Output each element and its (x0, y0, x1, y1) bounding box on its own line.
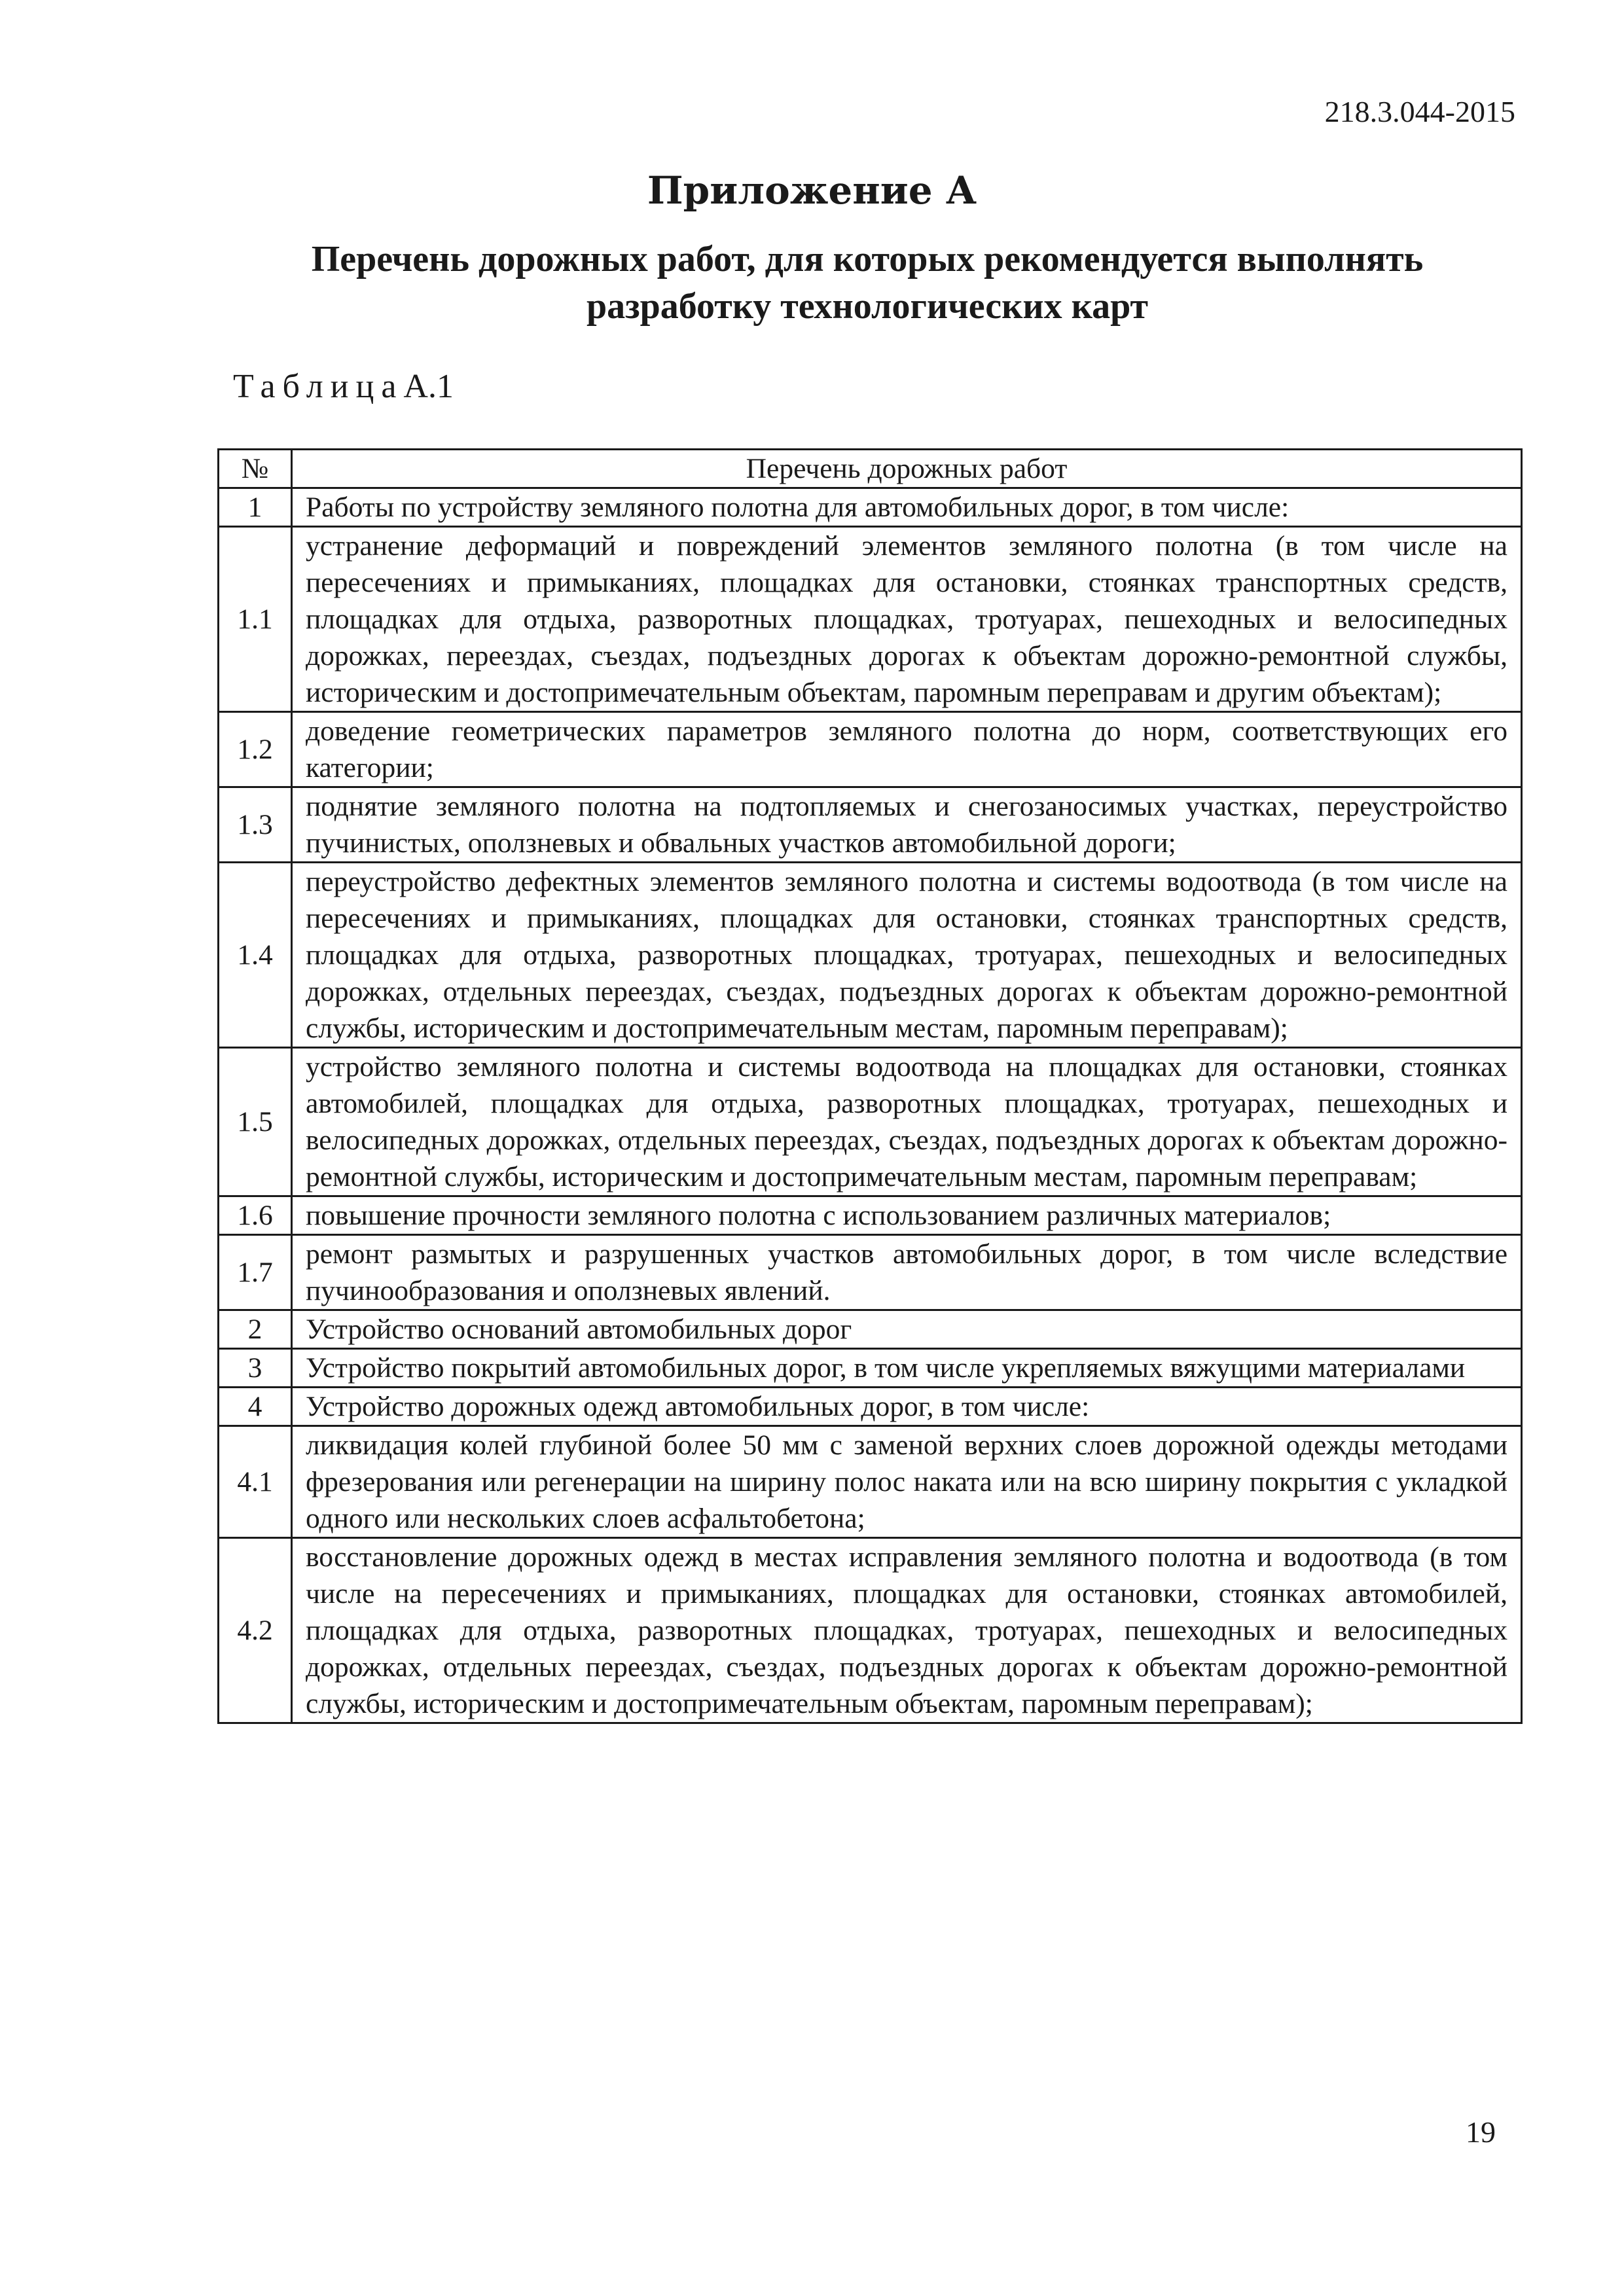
table-row (219, 1426, 1522, 1538)
header-works: Перечень дорожных работ (292, 450, 1522, 488)
row-text: Работы по устройству земляного полотна для автомобильных дорог, в том числе: (292, 488, 1522, 527)
row-number: 1.6 (219, 1196, 292, 1235)
row-text: поднятие земляного полотна на подтопляемых и снегозаносимых участках, переустройство пучинистых, оползневых и обвальных участков автомобильной дороги; (292, 787, 1522, 863)
table-row (219, 488, 1522, 527)
row-number: 1.2 (219, 712, 292, 787)
appendix-title: Приложение А (647, 168, 977, 213)
table-row (219, 863, 1522, 1048)
header-number: № (219, 450, 292, 488)
row-number: 1.4 (219, 863, 292, 1048)
works-table-wrapper (217, 448, 1523, 1724)
table-row (219, 1538, 1522, 1723)
row-text: Устройство дорожных одежд автомобильных дорог, в том числе: (292, 1388, 1522, 1426)
table-header-row (219, 450, 1522, 488)
page-number: 19 (1466, 2115, 1496, 2149)
works-table (217, 448, 1523, 1724)
table-row (219, 1310, 1522, 1349)
row-text: доведение геометрических параметров земляного полотна до норм, соответствующих его категории; (292, 712, 1522, 787)
row-text: ликвидация колей глубиной более 50 мм с заменой верхних слоев дорожной одежды методами фрезерования или регенерации на ширину полос наката или на всю ширину покрытия с укладкой одного или нескольких слоев асфальтобетона; (292, 1426, 1522, 1538)
row-text: устранение деформаций и повреждений элементов земляного полотна (в том числе на пересечениях и примыканиях, площадках для остановки, стоянках транспортных средств, площадках для отдыха, разворотных площадках, тротуарах, пешеходных и велосипедных дорожках, переездах, съездах, подъездных дорогах к объектам дорожно-ремонтной службы, историческим и достопримечательным объектам, паромным переправам и другим объектам); (292, 527, 1522, 712)
table-row (219, 1349, 1522, 1388)
table-row (219, 1196, 1522, 1235)
table-row (219, 712, 1522, 787)
row-number: 1 (219, 488, 292, 527)
row-text: ремонт размытых и разрушенных участков автомобильных дорог, в том числе вследствие пучинообразования и оползневых явлений. (292, 1235, 1522, 1310)
row-text: переустройство дефектных элементов земляного полотна и системы водоотвода (в том числе на пересечениях и примыканиях, площадках для остановки, стоянках транспортных средств, площадках для отдыха, разворотных площадках, тротуарах, пешеходных и велосипедных дорожках, отдельных переездах, съездах, подъездных дорогах к объектам дорожно-ремонтной службы, историческим и достопримечательным местам, паромным переправам); (292, 863, 1522, 1048)
row-number: 4 (219, 1388, 292, 1426)
table-caption-number: А.1 (403, 368, 454, 405)
row-text: Устройство покрытий автомобильных дорог, в том числе укрепляемых вяжущими материалами (292, 1349, 1522, 1388)
row-text: устройство земляного полотна и системы водоотвода на площадках для остановки, стоянках автомобилей, площадках для отдыха, разворотных площадках, тротуарах, пешеходных и велосипедных дорожках, отдельных переездах, съездах, подъездных дорогах к объектам дорожно-ремонтной службы, историческим и достопримечательным местам, паромным переправам; (292, 1048, 1522, 1196)
row-number: 1.3 (219, 787, 292, 863)
row-number: 4.1 (219, 1426, 292, 1538)
row-number: 3 (219, 1349, 292, 1388)
row-text: восстановление дорожных одежд в местах исправления земляного полотна и водоотвода (в том числе на пересечениях и примыканиях, площадках для остановки, стоянках автомобилей, площадках для отдыха, разворотных площадках, тротуарах, пешеходных и велосипедных дорожках, отдельных переездах, съездах, подъездных дорогах к объектам дорожно-ремонтной службы, историческим и достопримечательным объектам, паромным переправам); (292, 1538, 1522, 1723)
row-number: 1.1 (219, 527, 292, 712)
appendix-subtitle: Перечень дорожных работ, для которых рекомендуется выполнять разработку технологических карт (311, 239, 1424, 327)
row-text: повышение прочности земляного полотна с использованием различных материалов; (292, 1196, 1522, 1235)
table-row (219, 1235, 1522, 1310)
table-row (219, 1388, 1522, 1426)
row-number: 1.7 (219, 1235, 292, 1310)
table-row (219, 527, 1522, 712)
table-row (219, 787, 1522, 863)
table-caption (233, 370, 454, 404)
table-row (219, 1048, 1522, 1196)
row-text: Устройство оснований автомобильных дорог (292, 1310, 1522, 1349)
row-number: 1.5 (219, 1048, 292, 1196)
document-code: 218.3.044-2015 (1324, 95, 1515, 128)
table-caption-word: Таблица (233, 368, 404, 405)
row-number: 2 (219, 1310, 292, 1349)
row-number: 4.2 (219, 1538, 292, 1723)
